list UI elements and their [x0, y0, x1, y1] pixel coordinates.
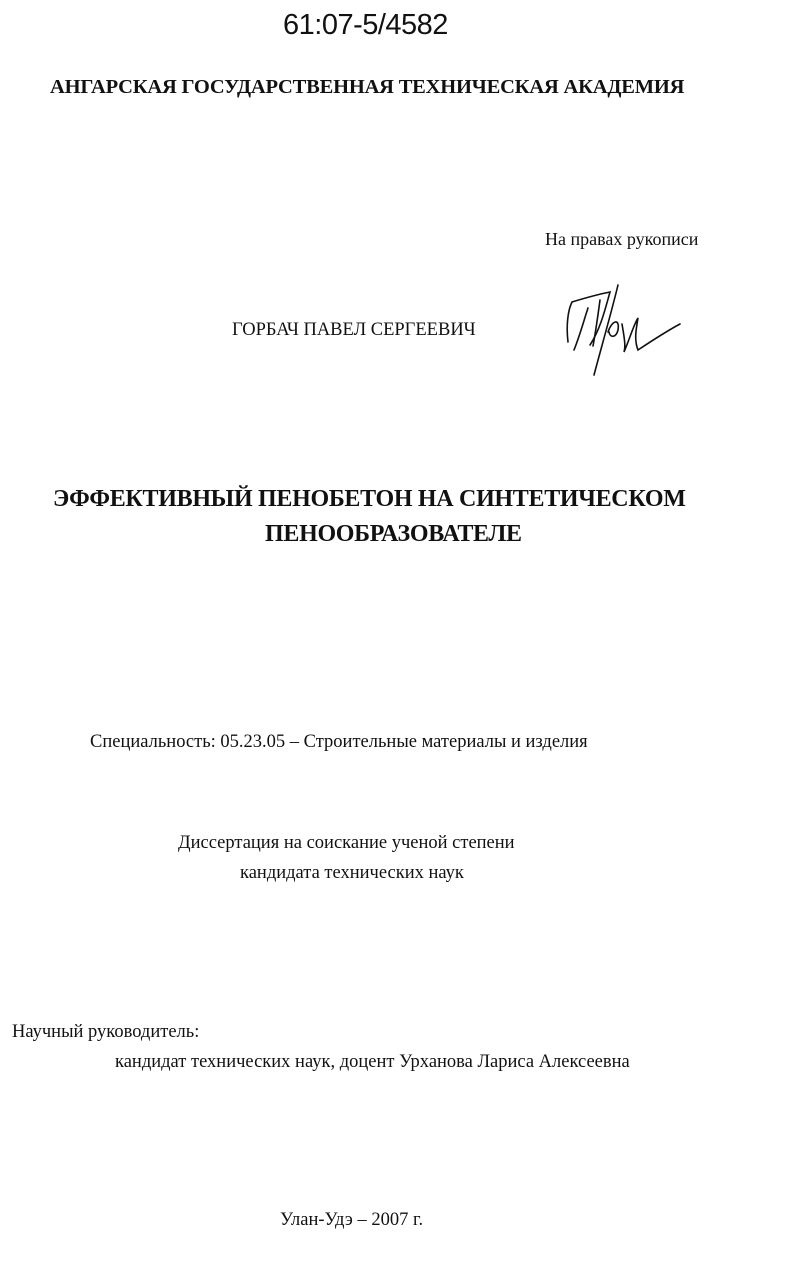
specialty: Специальность: 05.23.05 – Строительные материалы и изделия — [90, 732, 588, 752]
catalog-code: 61:07-5/4582 — [283, 9, 448, 41]
institution-name: АНГАРСКАЯ ГОСУДАРСТВЕННАЯ ТЕХНИЧЕСКАЯ АКАДЕМИЯ — [50, 76, 685, 98]
dissertation-title-line2: ПЕНООБРАЗОВАТЕЛЕ — [265, 521, 522, 547]
author-name: ГОРБАЧ ПАВЕЛ СЕРГЕЕВИЧ — [232, 320, 476, 340]
dissertation-title-line1: ЭФФЕКТИВНЫЙ ПЕНОБЕТОН НА СИНТЕТИЧЕСКОМ — [53, 486, 686, 512]
rights-note: На правах рукописи — [545, 229, 699, 249]
place-year: Улан-Удэ – 2007 г. — [280, 1210, 424, 1230]
supervisor-label: Научный руководитель: — [12, 1022, 200, 1042]
supervisor-name: кандидат технических наук, доцент Урханова Лариса Алексеевна — [115, 1052, 630, 1072]
degree-line2: кандидата технических наук — [240, 863, 464, 883]
degree-line1: Диссертация на соискание ученой степени — [178, 833, 515, 853]
author-signature — [560, 280, 690, 380]
